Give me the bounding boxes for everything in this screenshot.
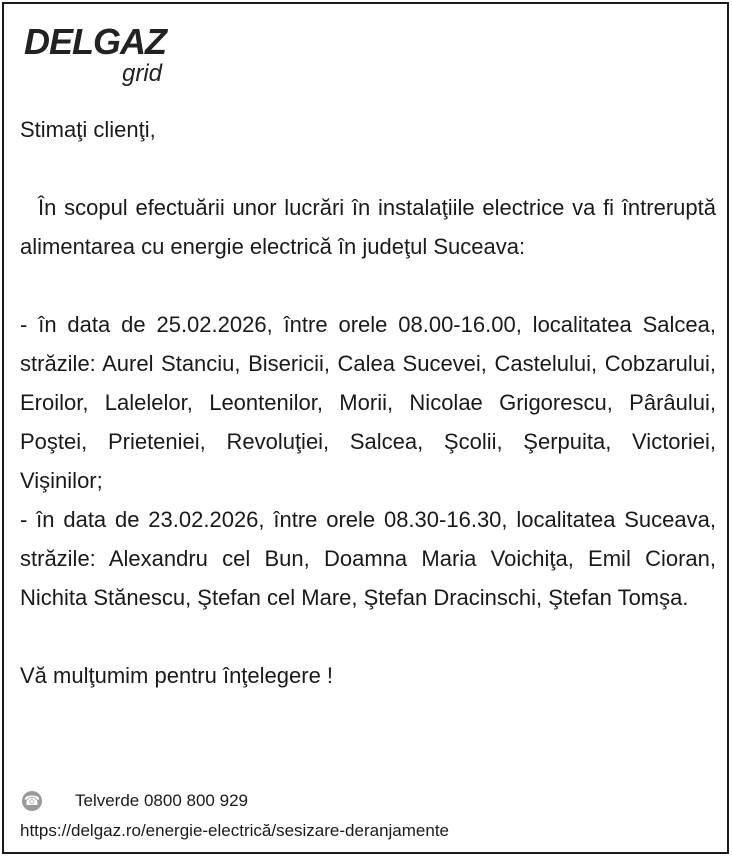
footer	[20, 786, 716, 841]
phone-row	[20, 786, 716, 816]
outage-item-2: - în data de 23.02.2026, între orele 08.30-16.30, localitatea Suceava, străzile: Alexandru cel Bun, Doamna Maria Voichiţa, Emil Cioran, Nichita Stănescu, Ştefan cel Mare, Ştefan Dracinschi, Ştefan Tomşa.	[20, 507, 716, 610]
outage-item-1: - în data de 25.02.2026, între orele 08.00-16.00, localitatea Salcea, străzile: Aurel Stanciu, Bisericii, Calea Sucevei, Castelului, Cobzarului, Eroilor, Lalelelor, Leontenilor, Morii, Nicolae Grigorescu, Pârâului, Poştei, Prieteniei, Revoluţiei, Salcea, Şcolii, Şerpuita, Victoriei, Vişinilor;	[20, 312, 716, 493]
greeting: Stimaţi clienţi,	[20, 117, 156, 142]
phone-icon: ☎	[22, 791, 42, 811]
notice-frame	[2, 2, 729, 854]
closing-text: Vă mulţumim pentru înţelegere !	[20, 663, 334, 688]
notice-body	[20, 110, 716, 695]
logo-sub: grid	[122, 60, 163, 87]
support-url[interactable]: https://delgaz.ro/energie-electrică/sesizare-deranjamente	[20, 821, 450, 840]
intro-paragraph: În scopul efectuării unor lucrări în instalaţiile electrice va fi întreruptă alimentarea cu energie electrică în judeţul Suceava:	[20, 195, 716, 259]
logo-brand: DELGAZ	[24, 21, 166, 62]
delgaz-grid-logo	[24, 22, 194, 92]
phone-text: Telverde 0800 800 929	[75, 791, 248, 810]
